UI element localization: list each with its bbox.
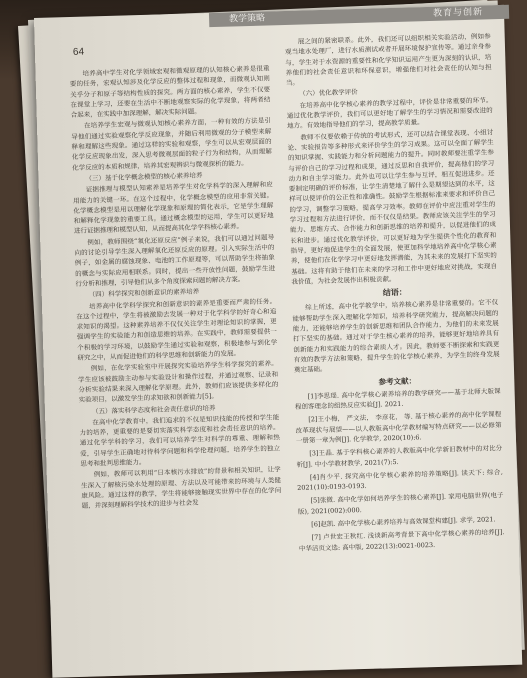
left-column [69, 63, 281, 512]
paragraph: 培养高中化学科学探究和创新意识的素养是重要而严肃的任务。在这个过程中，学生将被激励去发展一种对于化学科学的好奇心和追求知识的渴望。这种素养培养不仅仅关注学生对理论知识的掌握，更强调学生的实验能力和创造思维的培养。在实践中，教师需要提供一个积极的学习环境，以鼓励学生通过实验和观察，积极地参与到化学研究之中，从而促进他们的科学思维和创新能力的发展。 [76, 296, 278, 362]
reference-item: [6]赵凯. 高中化学核心素养培养与高效课堂构建[J]. 求学, 2021. [311, 515, 496, 529]
section-heading: （三）基于化学概念模型的核心素养培养 [85, 171, 203, 183]
paragraph: 在培养高中化学核心素养的教学过程中，评价是非常重要的环节。通过优化教学评价，我们可以更好地了解学生的学习情况和需要改进的地方。有效地指导他们的学习，提高教学质量。 [286, 96, 493, 131]
paragraph: 例如，教师围绕“氧化还原反应”例子来说，我们可以通过问题导向的讨论引导学生深入理解氧化还原反应的原理。引入实际生活中的例子，如金属的腐蚀现象、电池的工作原理等，可以帮助学生将抽象的概念与实际应用相联系。同时，提出一些开放性问题，鼓励学生进行分析和推理，引导他们从多个角度探索问题的解决方案。 [74, 233, 276, 288]
references-heading: 参考文献： [378, 375, 417, 387]
paragraph: 展之间的紧密联系。此外，我们还可以组织相关实验活动，例如参观当地水处理厂，进行水质测试或者开展环境保护宣传等。通过亲身参与，学生对于水资源的重要性和化学知识运用产生更为深刻的认识，培养他们的社会责任意识和环保意识，增强他们对社会责任的认知与担当。 [284, 32, 492, 88]
reference-item: [4]肖少平. 探究高中化学核心素养的培养策略[J]. 读天下: 综合, 2021(10):0193-0193. [297, 467, 503, 493]
reference-item: [5]张微. 高中化学如何培养学生的核心素养[J]. 家用电脑世界(电子版), 2021(002):000. [297, 491, 504, 516]
header-section-title: 教学策略 [228, 13, 266, 25]
reference-item: [1]李思瑶. 高中化学核心素养培养的教学研究——基于北师大版课程创客理念的组热反应实验[J]. 2021. [294, 386, 501, 411]
journal-page [34, 5, 522, 678]
page-number: 64 [72, 46, 85, 58]
header-journal-name: 教育与创新 [432, 7, 484, 19]
section-heading: （五）落实科学态度和社会责任意识的培养 [91, 403, 216, 416]
paragraph: 培养高中学生对化学领域宏观和微观原理的认知核心素养是很重要的任务，宏观认知涉及化学反应的整体过程和现象，而微观认知则关乎分子和原子等结构性质的探究。两方面的核心素养，学生不仅要在课堂上学习，还要在生活中不断地观察实际的化学现象，将两者结合起来，在实践中加深理解，解决实际问题。 [69, 64, 271, 120]
section-heading: （四）科学探究和创新意识的素养培养 [88, 287, 200, 299]
conclusion-heading: 结语： [382, 286, 407, 298]
reference-item: [7] 卢世宏王秋红. 浅谈新高考背景下高中化学核心素养的培养[J]. 中华活页文选: 高中版, 2022(13):0021-0023. [298, 528, 505, 553]
right-column [285, 31, 505, 557]
paragraph: 综上所述，高中化学教学中，培养核心素养是非常重要的。它不仅能够帮助学生深入理解化学知识，培养科学研究能力，提高解决问题的能力，还能够培养学生的创新思维和团队合作能力，为他们的未来发展打下坚实的基础。通过对于学生核心素养的培养，能够更好地培养具有创新能力和实践能力的综合素质人才。因此，教师要不断探索和实践更有效的教学方法和策略，提升学生的化学核心素养，为学生的终身发展奠定基础。 [292, 298, 500, 375]
paragraph: 在高中化学教育中，我们追求的不仅是知识技能的传授和学生能力的培养，更重要的是要切实落实科学态度和社会责任意识的培养。通过化学学科的学习，我们可以培养学生对科学的尊重、理解和热爱，引导学生正确地对待科学问题和科学伦理问题，培养学生的独立思考和批判思维能力。 [79, 413, 281, 468]
paragraph: 例如，教师可以利用“日本核污水排放”的背景和相关知识，让学生深入了解核污染水处理的原理、方法以及可能带来的环境与人类健康风险。通过这样的教学，学生将能够接触现实世界中存在的化学问题，并深刻理解科学技术的进步与社会发 [80, 465, 282, 511]
paragraph: 例如，在化学实验室中开展探究实验培养学生科学探究的素养。学生应该被鼓励主动参与实验设计和操作过程，并通过观察、记录和分析实验结果来深入理解化学原理。此外，教师们应该提供多样化的实验项目，以激发学生的求知欲和创新能力[5]。 [77, 359, 279, 405]
paragraph: 证据推理与模型认知素养是培养学生对化学科学的深入理解和应用能力的关键一环。在这个过程中，化学概念模型的应用非常关键。化学概念模型是用以理解化学现象和原理的简化表示，它是学生理解和解释化学现象的重要工具。通过概念模型的运用，学生可以更好地进行证据推理和模型认知，从而提高其化学学科核心素养。 [73, 180, 274, 236]
section-heading: （六）优化教学评价 [299, 88, 358, 99]
paragraph: 教师不仅要依赖于传统的考试形式，还可以结合课堂表现、小组讨论、实验报告等多种形式来评价学生的学习成果。这可以全面了解学生的知识掌握、实践能力和分析问题能力的提升。同时教师要注重学生参与评价自己的学习过程和成果，通过反思和自我评价，提高他们的学习动力和自主学习能力。此外也可以让学生参与互评，相互促进进步。还要制定明确的评价标准，让学生清楚地了解什么是期望达到的水平，这样可以使评价的公正性和准确性。鼓励学生根据标准来要求和评价自己的学习，调整学习策略，提高学习效率。教师在评价中应注重对学生的学习过程和方法进行评价，而不仅仅是结果。教师应该关注学生的学习能力、思维方式、合作能力和创新思维的培养和提升，以促进他们的成长和进步。通过优化教学评价，可以更好地为学生提供个性化的教育和指导，更好地促进学生的全面发展，使更加科学地培养高中化学核心素养，使他们在化学学习中更好地发挥潜能，为其未来的发展打下坚实的基础。这将有助于他们在未来的学习和工作中更好地应对挑战，实现自我价值，为社会发展作出积极贡献。 [287, 127, 498, 286]
paragraph: 在培养学生宏观与微观认知核心素养方面，一种有效的方法是引导他们通过实验观察化学反应现象，并随后利用微观的分子模型来解释和理解这些现象。通过这样的实验和观察，学生可以从宏观层面的化学反应现象出发，深入思考微观层面的粒子行为和结构，从而理解化学反应的本质和规律，培养其宏观辨识与微观探析的能力。 [71, 116, 272, 172]
reference-item: [2]王小梅， 严文法， 李彦花， 等. 基于核心素养的高中化学课程改革现状与展望——以人教版高中化学教材编写特点研究——以必修第一册第一章为例[J]. 化学教学, 2020(10):6. [295, 410, 502, 445]
reference-item: [3]王晶. 基于学科核心素养的人教版高中化学新旧教材中的对比分析[J]. 中小学教材教学, 2021(7):5. [296, 444, 503, 469]
